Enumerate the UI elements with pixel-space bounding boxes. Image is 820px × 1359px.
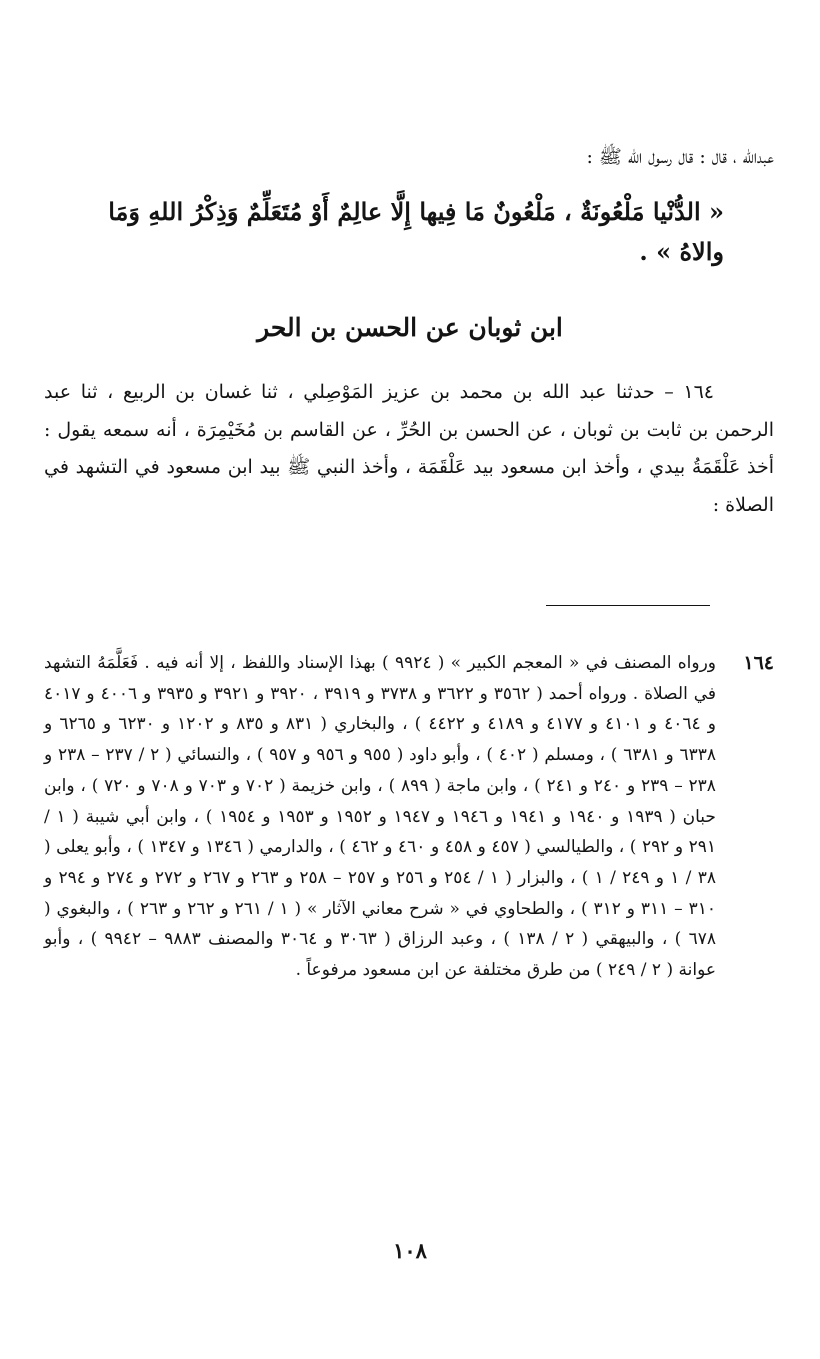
footnote-text: ورواه المصنف في « المعجم الكبير » ( ٩٩٢٤ ) بهذا الإسناد واللفظ ، إلا أنه فيه . فَعَلَّمَهُ التشهد في الصلاة . ورواه أحمد ( ٣٥٦٢ و ٣٦٢٢ و ٣٧٣٨ و ٣٩١٩ ، ٣٩٢٠ و ٣٩٢١ و ٣٩٣٥ و ٤٠٠٦ و ٤٠١٧ و ٤٠٦٤ و ٤١٠١ و ٤١٧٧ و ٤١٨٩ و ٤٤٢٢ ) ، والبخاري ( ٨٣١ و ٨٣٥ و ١٢٠٢ و ٦٢٣٠ و ٦٢٦٥ و ٦٣٣٨ و ٦٣٨١ ) ، ومسلم ( ٤٠٢ ) ، وأبو داود ( ٩٥٥ و ٩٥٦ و ٩٥٧ ) ، والنسائي ( ٢ / ٢٣٧ – ٢٣٨ و ٢٣٨ – ٢٣٩ و ٢٤٠ و ٢٤١ ) ، وابن ماجة ( ٨٩٩ ) ، وابن خزيمة ( ٧٠٢ و ٧٠٣ و ٧٠٨ و ٧٢٠ ) ، وابن حبان ( ١٩٣٩ و ١٩٤٠ و ١٩٤١ و ١٩٤٦ و ١٩٤٧ و ١٩٥٢ و ١٩٥٣ و ١٩٥٤ ) ، وابن أبي شيبة ( ١ / ٢٩١ و ٢٩٢ ) ، والطيالسي ( ٤٥٧ و ٤٥٨ و ٤٦٠ و ٤٦٢ ) ، والدارمي ( ١٣٤٦ و ١٣٤٧ ) ، وأبو يعلى ( ٣٨ / ١ و ٢٤٩ / ١ ) ، والبزار ( ١ / ٢٥٤ و ٢٥٦ و ٢٥٧ – ٢٥٨ و ٢٦٣ و ٢٦٧ و ٢٧٢ و ٢٧٤ و ٢٩٤ و ٣١٠ – ٣١١ و ٣١٢ ) ، والطحاوي في « شرح معاني الآثار » ( ١ / ٢٦١ و ٢٦٢ و ٢٦٣ ) ، والبغوي ( ٦٧٨ ) ، والبيهقي ( ٢ / ١٣٨ ) ، وعبد الرزاق ( ٣٠٦٣ و ٣٠٦٤ والمصنف ٩٨٨٣ – ٩٩٤٢ ) ، وأبو عوانة ( ٢ / ٢٤٩ ) من طرق مختلفة عن ابن مسعود مرفوعاً . (44, 653, 717, 981)
page-number: ١٠٨ (393, 1238, 427, 1263)
hadith-text: ١٦٤ – حدثنا عبد الله بن محمد بن عزيز المَوْصِلي ، ثنا غسان بن الربيع ، ثنا عبد الرحمن بن ثابت بن ثوبان ، عن الحسن بن الحُرِّ ، عن القاسم بن مُخَيْمِرَة ، أنه سمعه يقول : أخذ عَلْقَمَةُ بيدي ، وأخذ ابن مسعود بيد عَلْقَمَة ، وأخذ النبي ﷺ بيد ابن مسعود في التشهد في الصلاة : (44, 381, 774, 516)
hadith-paragraph (44, 374, 774, 524)
footnote-number: ١٦٤ (743, 652, 774, 674)
footnote-separator (546, 605, 710, 606)
prophetic-quote: « الدُّنْيا مَلْعُونَةٌ ، مَلْعُونٌ مَا فِيها إِلَّا عالِمٌ أَوْ مُتَعَلِّمٌ وَذِكْرُ اللهِ وَمَا والاهُ » . (108, 197, 724, 266)
footnote (44, 648, 774, 986)
intro-line: عبدالله ، قال : قال رسول الله ﷺ : (586, 146, 774, 168)
section-heading: ابن ثوبان عن الحسن بن الحر (257, 313, 563, 342)
